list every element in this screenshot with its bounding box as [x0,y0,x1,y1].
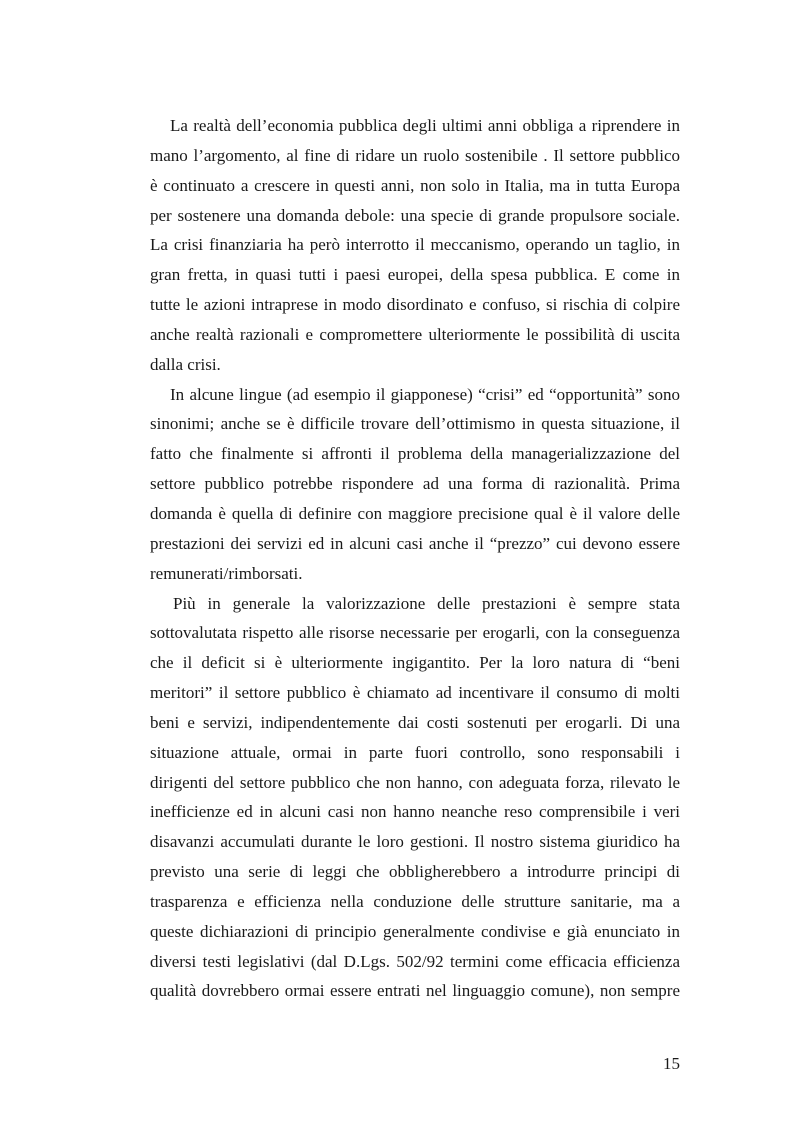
text-line: sottovalutata rispetto alle risorse necessarie per erogarli, con la conseguenza [150,623,680,643]
paragraph-2 [150,380,680,589]
text-line: qualità dovrebbero ormai essere entrati nel linguaggio comune), non sempre [150,981,680,1001]
text-line: inefficienze ed in alcuni casi non hanno neanche reso comprensibile i veri [150,802,680,822]
text-line: sinonimi; anche se è difficile trovare dell’ottimismo in questa situazione, il [150,414,680,434]
text-line: domanda è quella di definire con maggiore precisione qual è il valore delle [150,503,680,523]
text-line: beni e servizi, indipendentemente dai costi sostenuti per erogarli. Di una [150,712,680,732]
text-line: Più in generale la valorizzazione delle prestazioni è sempre stata [173,593,680,613]
text-line: La realtà dell’economia pubblica degli ultimi anni obbliga a riprendere in [170,116,680,135]
text-line: anche realtà razionali e compromettere ulteriormente le possibilità di uscita [150,324,680,344]
text-line: fatto che finalmente si affronti il problema della managerializzazione del [150,444,680,464]
text-line: che il deficit si è ulteriormente ingigantito. Per la loro natura di “beni [150,653,680,673]
text-line: trasparenza e efficienza nella conduzione delle strutture sanitarie, ma a [150,891,680,911]
text-line: diversi testi legislativi (dal D.Lgs. 502/92 termini come efficacia efficienza [150,951,680,971]
text-line: disavanzi accumulati durante le loro gestioni. Il nostro sistema giuridico ha [150,832,680,852]
text-line: In alcune lingue (ad esempio il giapponese) “crisi” ed “opportunità” sono [170,384,680,404]
text-line: gran fretta, in quasi tutti i paesi europei, della spesa pubblica. E come in [150,265,680,285]
text-line: queste dichiarazioni di principio generalmente condivise e già enunciato in [150,921,680,941]
text-line: dalla crisi. [150,354,221,374]
text-line: situazione attuale, ormai in parte fuori controllo, sono responsabili i [150,742,680,762]
text-line: La crisi finanziaria ha però interrotto il meccanismo, operando un taglio, in [150,235,680,255]
text-line: dirigenti del settore pubblico che non hanno, con adeguata forza, rilevato le [150,772,680,792]
text-line: remunerati/rimborsati. [150,563,303,583]
page-body [150,111,680,1006]
text-line: settore pubblico potrebbe rispondere ad una forma di razionalità. Prima [150,474,680,494]
text-line: previsto una serie di leggi che obbligherebbero a introdurre principi di [150,862,680,882]
paragraph-3 [150,589,680,1007]
text-line: prestazioni dei servizi ed in alcuni casi anche il “prezzo” cui devono essere [150,533,680,553]
text-line: mano l’argomento, al fine di ridare un ruolo sostenibile . Il settore pubblico [150,145,680,165]
paragraph-1 [150,111,680,380]
page-number: 15 [663,1054,680,1073]
text-line: per sostenere una domanda debole: una specie di grande propulsore sociale. [150,205,680,225]
text-line: meritori” il settore pubblico è chiamato ad incentivare il consumo di molti [150,683,680,703]
text-line: è continuato a crescere in questi anni, non solo in Italia, ma in tutta Europa [150,175,680,195]
text-line: tutte le azioni intraprese in modo disordinato e confuso, si rischia di colpire [150,295,680,315]
